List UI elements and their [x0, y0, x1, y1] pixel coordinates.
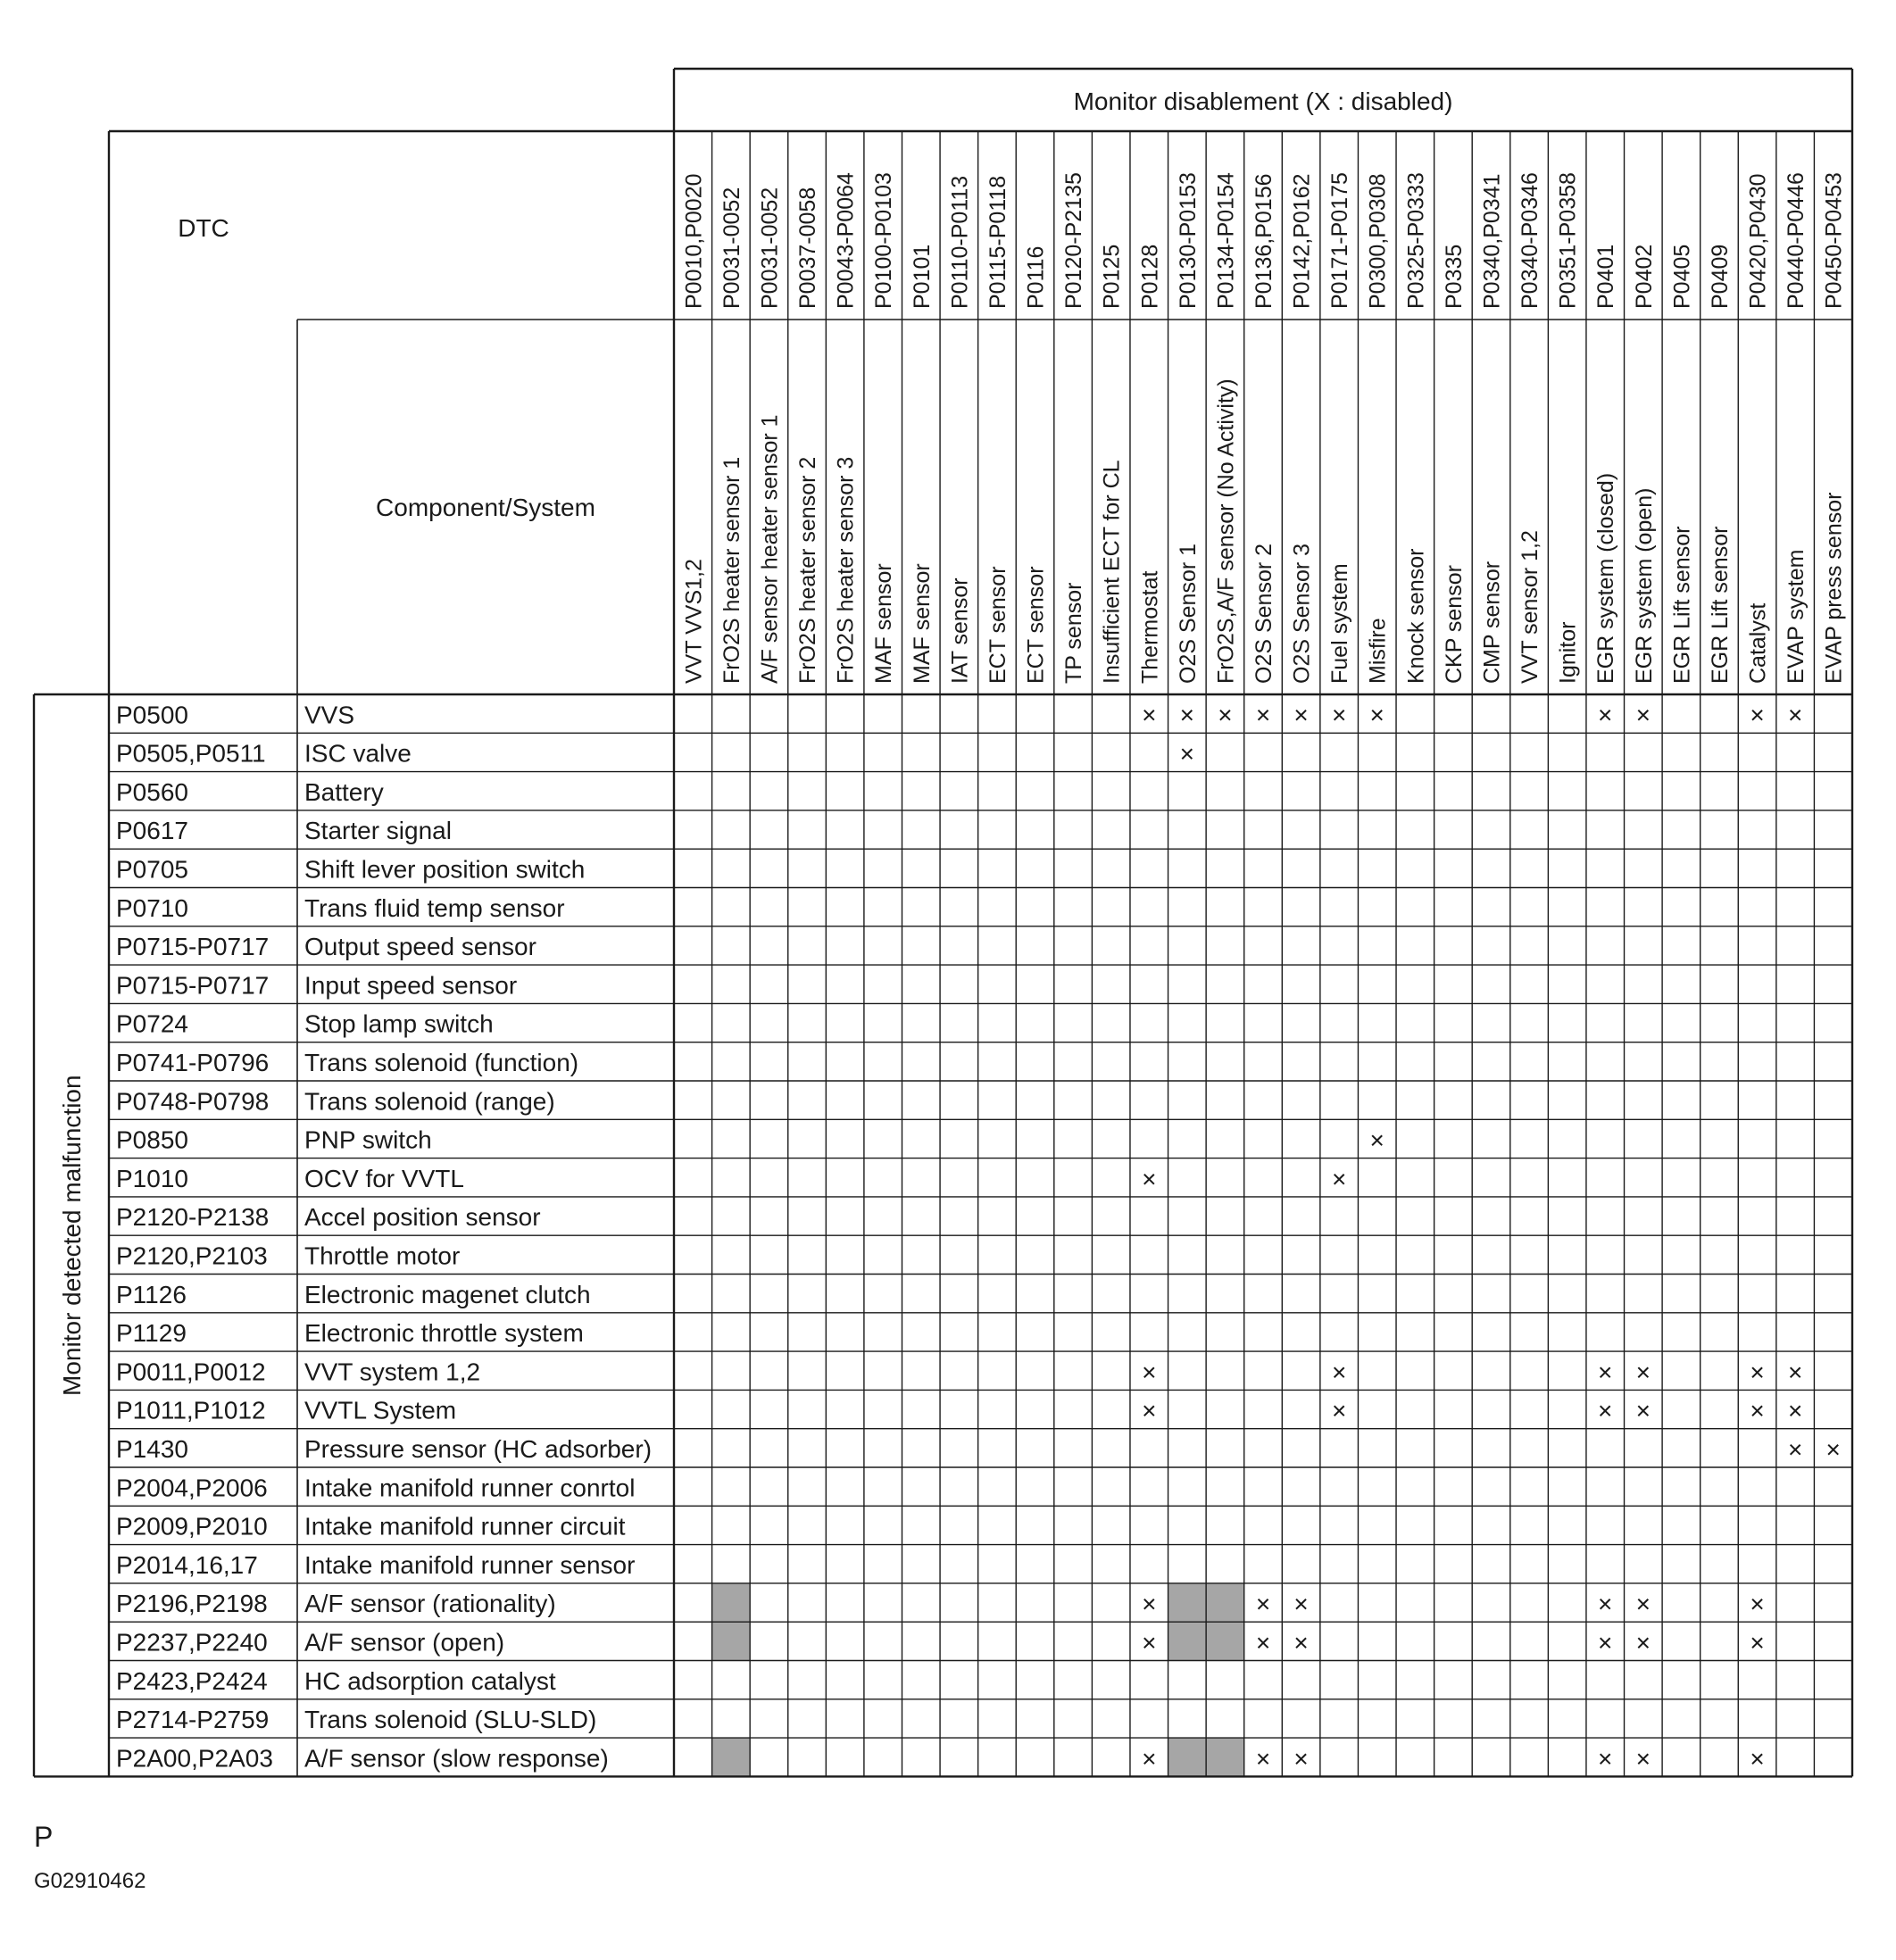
disabled-mark: × [1369, 701, 1385, 729]
component-header: Component/System [376, 494, 595, 521]
disabled-mark: × [1598, 1358, 1613, 1386]
row-component: A/F sensor (open) [304, 1628, 505, 1657]
column-dtc-label: P0101 [909, 244, 935, 309]
row-dtc: P0748-P0798 [116, 1087, 270, 1116]
column-dtc-label: P0031-0052 [757, 187, 783, 309]
row-component: PNP switch [304, 1125, 432, 1154]
disabled-mark: × [1787, 1358, 1803, 1386]
disabled-mark: × [1142, 701, 1157, 729]
row-component: Trans fluid temp sensor [304, 893, 565, 922]
row-dtc: P0724 [116, 1009, 188, 1038]
column-dtc-label: P0340,P0341 [1479, 173, 1505, 309]
column-dtc-label: P0136,P0156 [1252, 173, 1276, 309]
disabled-mark: × [1293, 1590, 1309, 1618]
column-component-label: EGR Lift sensor [1707, 526, 1733, 684]
disabled-mark: × [1635, 1397, 1651, 1425]
row-dtc: P0617 [116, 817, 188, 845]
column-component-label: Thermostat [1137, 570, 1163, 684]
row-component: Shift lever position switch [304, 855, 586, 884]
disabled-mark: × [1787, 701, 1803, 729]
dtc-header: DTC [178, 214, 229, 242]
row-dtc: P1430 [116, 1435, 188, 1463]
disabled-mark: × [1218, 701, 1233, 729]
row-dtc: P2120,P2103 [116, 1242, 268, 1270]
column-dtc-label: P0010,P0020 [681, 173, 707, 309]
figure-code: G02910462 [34, 1869, 146, 1893]
disabled-mark: × [1255, 701, 1271, 729]
row-dtc: P0500 [116, 701, 188, 729]
column-component-label: MAF sensor [871, 563, 897, 684]
column-component-label: TP sensor [1061, 582, 1087, 684]
row-dtc: P0850 [116, 1125, 188, 1154]
column-dtc-label: P0100-P0103 [871, 172, 897, 309]
column-component-label: EVAP system [1784, 549, 1809, 684]
row-dtc: P0741-P0796 [116, 1049, 270, 1076]
row-dtc: P1126 [116, 1280, 187, 1308]
shaded-cell [712, 1583, 751, 1622]
disabled-mark: × [1750, 1744, 1765, 1773]
column-dtc-label: P0120-P2135 [1061, 172, 1087, 309]
row-dtc: P1129 [116, 1319, 187, 1348]
row-component: Accel position sensor [304, 1203, 541, 1232]
disabled-mark: × [1635, 1358, 1651, 1386]
row-component: A/F sensor (slow response) [304, 1744, 609, 1773]
column-dtc-label: P0134-P0154 [1213, 172, 1239, 309]
row-component: Intake manifold runner conrtol [304, 1474, 636, 1502]
disabled-mark: × [1369, 1125, 1385, 1154]
column-dtc-label: P0409 [1707, 244, 1733, 309]
row-dtc: P0705 [116, 855, 188, 884]
row-dtc: P2237,P2240 [116, 1628, 268, 1657]
row-component: Input speed sensor [304, 971, 518, 1000]
row-dtc: P2120-P2138 [116, 1203, 270, 1232]
column-component-label: ECT sensor [1023, 566, 1049, 684]
shaded-cell [1168, 1583, 1207, 1622]
shaded-cell [712, 1738, 751, 1776]
row-component: Throttle motor [304, 1242, 461, 1270]
column-dtc-label: P0128 [1137, 244, 1163, 309]
row-dtc: P0011,P0012 [116, 1358, 266, 1386]
column-dtc-label: P0450-P0453 [1821, 172, 1847, 309]
disabled-mark: × [1293, 1744, 1309, 1773]
row-component: OCV for VVTL [304, 1164, 464, 1192]
column-component-label: Knock sensor [1403, 548, 1429, 684]
disabled-mark: × [1293, 701, 1309, 729]
disabled-mark: × [1142, 1590, 1157, 1618]
column-component-label: VVT sensor 1,2 [1518, 530, 1543, 684]
column-component-label: EGR Lift sensor [1669, 526, 1695, 684]
disabled-mark: × [1598, 1397, 1613, 1425]
row-dtc: P2714-P2759 [116, 1706, 270, 1734]
row-component: Electronic throttle system [304, 1319, 584, 1348]
disabled-mark: × [1787, 1397, 1803, 1425]
column-component-label: Catalyst [1745, 602, 1771, 684]
disabled-mark: × [1750, 1628, 1765, 1657]
disabled-mark: × [1142, 1744, 1157, 1773]
column-component-label: A/F sensor heater sensor 1 [757, 414, 783, 684]
column-component-label: CKP sensor [1441, 565, 1467, 684]
column-dtc-label: P0171-P0175 [1327, 172, 1353, 309]
disabled-mark: × [1255, 1628, 1271, 1657]
column-component-label: Misfire [1365, 618, 1391, 684]
disabled-mark: × [1635, 1590, 1651, 1618]
disabled-mark: × [1142, 1628, 1157, 1657]
disabled-mark: × [1635, 1744, 1651, 1773]
column-dtc-label: P0405 [1669, 244, 1695, 309]
disabled-mark: × [1750, 1358, 1765, 1386]
row-component: Electronic magenet clutch [304, 1280, 591, 1308]
row-component: Intake manifold runner circuit [304, 1512, 626, 1541]
column-component-label: Ignitor [1555, 621, 1581, 684]
row-component: Pressure sensor (HC adsorber) [304, 1435, 653, 1463]
disabled-mark: × [1331, 1165, 1347, 1193]
row-component: VVTL System [304, 1396, 457, 1424]
column-dtc-label: P0125 [1099, 244, 1125, 309]
column-dtc-label: P0130-P0153 [1175, 172, 1201, 309]
disabled-mark: × [1598, 1744, 1613, 1773]
disabled-mark: × [1750, 701, 1765, 729]
row-component: A/F sensor (rationality) [304, 1590, 556, 1618]
column-component-label: FrO2S heater sensor 3 [833, 456, 859, 684]
shaded-cell [1168, 1738, 1207, 1776]
column-dtc-label: P0351-P0358 [1555, 172, 1581, 309]
row-component: Stop lamp switch [304, 1009, 494, 1038]
disabled-mark: × [1293, 1628, 1309, 1657]
column-component-label: IAT sensor [947, 577, 973, 684]
disabled-mark: × [1255, 1744, 1271, 1773]
column-component-label: O2S Sensor 1 [1175, 543, 1201, 684]
column-component-label: FrO2S,A/F sensor (No Activity) [1213, 378, 1239, 684]
disabled-mark: × [1331, 1397, 1347, 1425]
disabled-mark: × [1787, 1435, 1803, 1464]
column-dtc-label: P0335 [1441, 244, 1467, 309]
disabled-mark: × [1331, 701, 1347, 729]
row-dtc: P0505,P0511 [116, 739, 266, 768]
column-component-label: Insufficient ECT for CL [1099, 460, 1125, 684]
column-component-label: EVAP press sensor [1821, 492, 1847, 684]
disabled-mark: × [1255, 1590, 1271, 1618]
disabled-mark: × [1635, 701, 1651, 729]
row-component: ISC valve [304, 739, 412, 768]
row-component: HC adsorption catalyst [304, 1666, 556, 1695]
column-component-label: VVT VVS1,2 [681, 559, 707, 684]
row-component: Trans solenoid (SLU-SLD) [304, 1706, 597, 1734]
column-component-label: FrO2S heater sensor 2 [795, 456, 821, 684]
column-dtc-label: P0110-P0113 [947, 175, 973, 309]
disabled-mark: × [1142, 1358, 1157, 1386]
shaded-cell [1206, 1583, 1244, 1622]
column-dtc-label: P0115-P0118 [985, 175, 1010, 309]
row-component: Battery [304, 777, 384, 806]
column-component-label: O2S Sensor 2 [1252, 543, 1276, 684]
shaded-cell [1206, 1622, 1244, 1660]
column-component-label: FrO2S heater sensor 1 [719, 456, 744, 684]
disabled-mark: × [1142, 1397, 1157, 1425]
row-component: VVT system 1,2 [304, 1358, 481, 1386]
row-component: Output speed sensor [304, 933, 536, 961]
disabled-mark: × [1598, 1590, 1613, 1618]
column-dtc-label: P0340-P0346 [1518, 172, 1543, 309]
row-dtc: P0560 [116, 777, 188, 806]
row-component: Intake manifold runner sensor [304, 1550, 636, 1579]
column-dtc-label: P0402 [1631, 244, 1657, 309]
row-dtc: P1011,P1012 [116, 1396, 266, 1424]
column-dtc-label: P0440-P0446 [1784, 172, 1809, 309]
column-component-label: EGR system (open) [1631, 487, 1657, 684]
disabled-mark: × [1635, 1628, 1651, 1657]
column-dtc-label: P0420,P0430 [1745, 173, 1771, 309]
column-component-label: Fuel system [1327, 563, 1353, 684]
row-dtc: P2004,P2006 [116, 1474, 268, 1502]
disabled-mark: × [1142, 1165, 1157, 1193]
row-dtc: P2196,P2198 [116, 1590, 268, 1618]
shaded-cell [1168, 1622, 1207, 1660]
column-component-label: MAF sensor [909, 563, 935, 684]
row-dtc: P2014,16,17 [116, 1550, 258, 1579]
page-letter: P [34, 1821, 54, 1853]
row-dtc: P1010 [116, 1164, 188, 1192]
disabled-mark: × [1825, 1435, 1841, 1464]
side-label: Monitor detected malfunction [58, 1075, 86, 1396]
disabled-mark: × [1179, 739, 1195, 768]
row-dtc: P2423,P2424 [116, 1666, 268, 1695]
column-dtc-label: P0300,P0308 [1365, 173, 1391, 309]
column-component-label: O2S Sensor 3 [1289, 543, 1315, 684]
disabled-mark: × [1179, 701, 1195, 729]
column-component-label: ECT sensor [985, 566, 1010, 684]
row-dtc: P0715-P0717 [116, 933, 270, 961]
row-component: Trans solenoid (range) [304, 1087, 555, 1116]
row-dtc: P0715-P0717 [116, 971, 270, 1000]
disabled-mark: × [1598, 701, 1613, 729]
row-component: Starter signal [304, 817, 452, 845]
column-component-label: CMP sensor [1479, 561, 1505, 684]
disabled-mark: × [1750, 1590, 1765, 1618]
shaded-cell [712, 1622, 751, 1660]
row-dtc: P0710 [116, 893, 188, 922]
row-dtc: P2009,P2010 [116, 1512, 268, 1541]
row-component: Trans solenoid (function) [304, 1049, 579, 1076]
column-dtc-label: P0031-0052 [719, 187, 744, 309]
disabled-mark: × [1331, 1358, 1347, 1386]
column-dtc-label: P0401 [1593, 244, 1619, 309]
monitor-header: Monitor disablement (X : disabled) [1073, 87, 1453, 115]
row-component: VVS [304, 701, 355, 729]
disabled-mark: × [1598, 1628, 1613, 1657]
column-dtc-label: P0116 [1023, 245, 1049, 309]
column-dtc-label: P0325-P0333 [1403, 172, 1429, 309]
column-component-label: EGR system (closed) [1593, 472, 1619, 684]
column-dtc-label: P0142,P0162 [1289, 173, 1315, 309]
row-dtc: P2A00,P2A03 [116, 1744, 273, 1773]
column-dtc-label: P0037-0058 [795, 187, 821, 309]
column-dtc-label: P0043-P0064 [833, 172, 859, 309]
disabled-mark: × [1750, 1397, 1765, 1425]
shaded-cell [1206, 1738, 1244, 1776]
